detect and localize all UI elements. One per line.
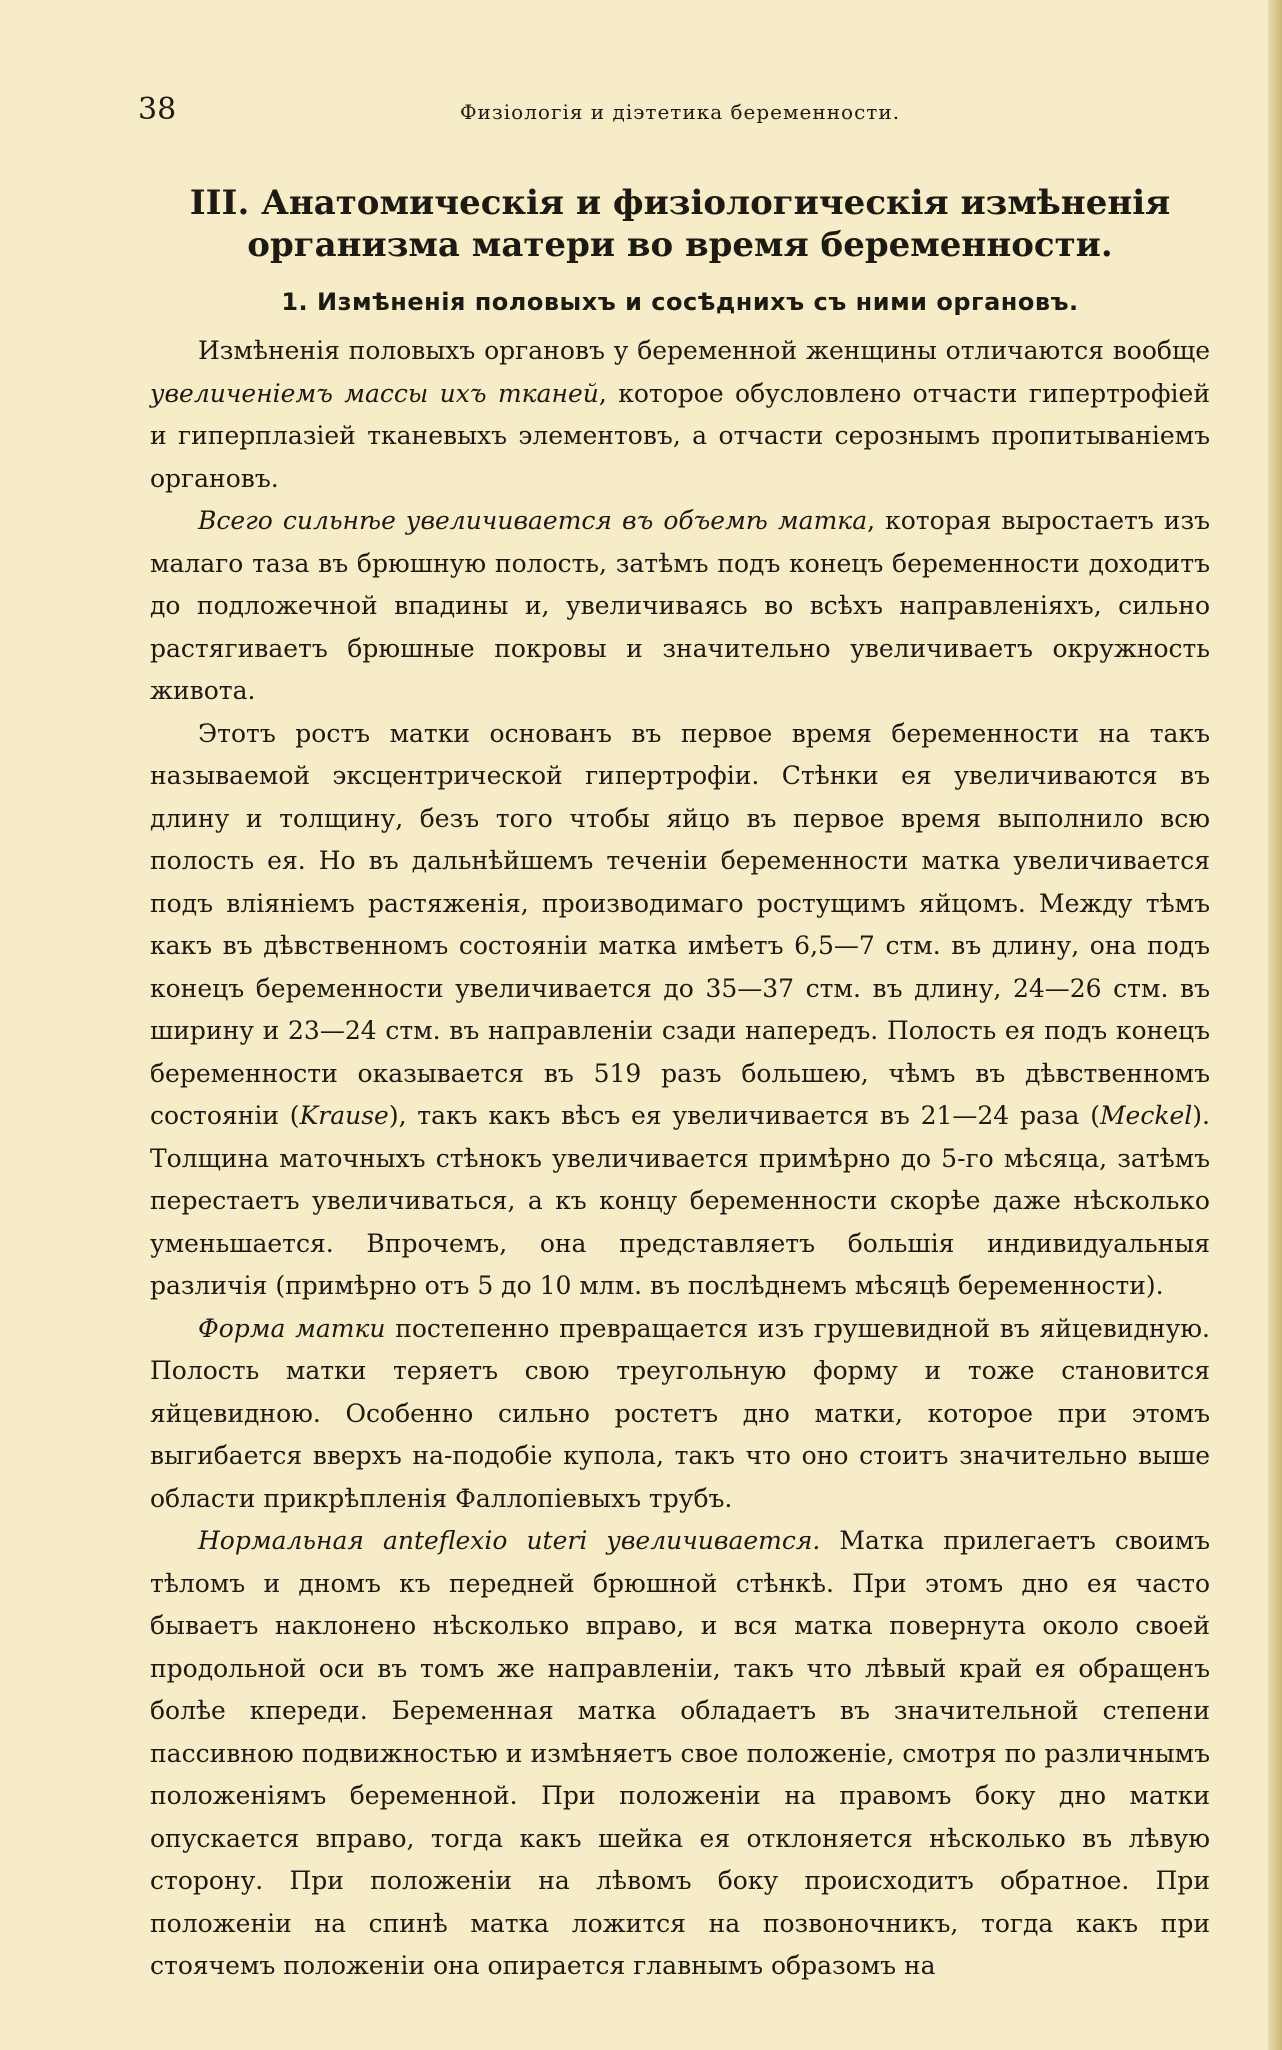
- section-heading: [150, 182, 1210, 266]
- emphasis: Всего сильнѣе увеличивается въ объемѣ матка: [198, 506, 868, 535]
- paragraph-5: Нормальная anteflexio uteri увеличивается. Матка прилегаетъ своимъ тѣломъ и дномъ къ передней брюшной стѣнкѣ. При этомъ дно ея часто бываетъ наклонено нѣсколько вправо, и вся матка повернута около своей продольной оси въ томъ же направленіи, такъ что лѣвый край ея обращенъ болѣе кпереди. Беременная матка обладаетъ въ значительной степени пассивною подвижностью и измѣняетъ свое положеніе, смотря по различнымъ положеніямъ беременной. При положеніи на правомъ боку дно матки опускается вправо, тогда какъ шейка ея отклоняется нѣсколько въ лѣвую сторону. При положеніи на лѣвомъ боку происходитъ обратное. При положеніи на спинѣ матка ложится на позвоночникъ, тогда какъ при стоячемъ положеніи она опирается главнымъ образомъ на: [150, 1526, 1210, 1980]
- emphasis: увеличеніемъ массы ихъ тканей: [150, 378, 599, 408]
- author-krause: Krause: [299, 1101, 389, 1130]
- page-header: [138, 92, 1210, 142]
- paragraph-3: Этотъ ростъ матки основанъ въ первое время беременности на такъ называемой эксцентрической гипертрофіи. Стѣнки ея увеличиваются въ длину и толщину, безъ того чтобы яйцо въ первое время выполнило всю полость ея. Но въ дальнѣйшемъ теченіи беременности матка увеличивается подъ вліяніемъ растяженія, производимаго ростущимъ яйцомъ. Между тѣмъ какъ въ дѣвственномъ состояніи матка имѣетъ 6,5—7 стм. въ длину, она подъ конецъ беременности увеличивается до 35—37 стм. въ длину, 24—26 стм. въ ширину и 23—24 стм. въ направленіи сзади напередъ. Полость ея подъ конецъ беременности оказывается въ 519 разъ большею, чѣмъ въ дѣвственномъ состояніи (Krause), такъ какъ вѣсъ ея увеличивается въ 21—24 раза (Meckel). Толщина маточныхъ стѣнокъ увеличивается примѣрно до 5-го мѣсяца, затѣмъ перестаетъ увеличиваться, а къ концу беременности скорѣе даже нѣсколько уменьшается. Впрочемъ, она представляетъ большія индивидуальныя различія (примѣрно отъ 5 до 10 млм. въ послѣднемъ мѣсяцѣ беременности).: [150, 718, 1210, 1300]
- running-title: Физіологія и діэтетика беременности.: [459, 100, 901, 124]
- page-edge-shadow: [1268, 0, 1282, 2050]
- paragraph-1: Измѣненія половыхъ органовъ у беременной женщины отличаются вообще увеличеніемъ массы ихъ тканей, которое обусловлено отчасти гипертрофіей и гиперплазіей тканевыхъ элементовъ, а отчасти серознымъ пропитываніемъ органовъ.: [150, 336, 1210, 493]
- subsection-heading: 1. Измѣненія половыхъ и сосѣднихъ съ ними органовъ.: [281, 288, 1079, 316]
- book-page: [138, 92, 1210, 1988]
- section-heading-line-1: III. Анатомическія и физіологическія измѣненія: [189, 183, 1171, 223]
- paragraph-2: Всего сильнѣе увеличивается въ объемѣ матка, которая выростаетъ изъ малаго таза въ брюшную полость, затѣмъ подъ конецъ беременности доходитъ до подложечной впадины и, увеличиваясь во всѣхъ направленіяхъ, сильно растягиваетъ брюшные покровы и значительно увеличиваетъ окружность живота.: [150, 506, 1210, 705]
- paragraph-4: Форма матки постепенно превращается изъ грушевидной въ яйцевидную. Полость матки теряетъ свою треугольную форму и тоже становится яйцевидною. Особенно сильно ростетъ дно матки, которое при этомъ выгибается вверхъ на-подобіе купола, такъ что оно стоитъ значительно выше области прикрѣпленія Фаллопіевыхъ трубъ.: [150, 1313, 1210, 1513]
- author-meckel: Meckel: [1099, 1101, 1193, 1130]
- page-number: 38: [138, 92, 177, 127]
- emphasis: Форма матки: [198, 1313, 386, 1343]
- section-heading-line-2: организма матери во время беременности.: [247, 225, 1113, 265]
- emphasis: Нормальная anteflexio uteri увеличивается.: [198, 1526, 821, 1555]
